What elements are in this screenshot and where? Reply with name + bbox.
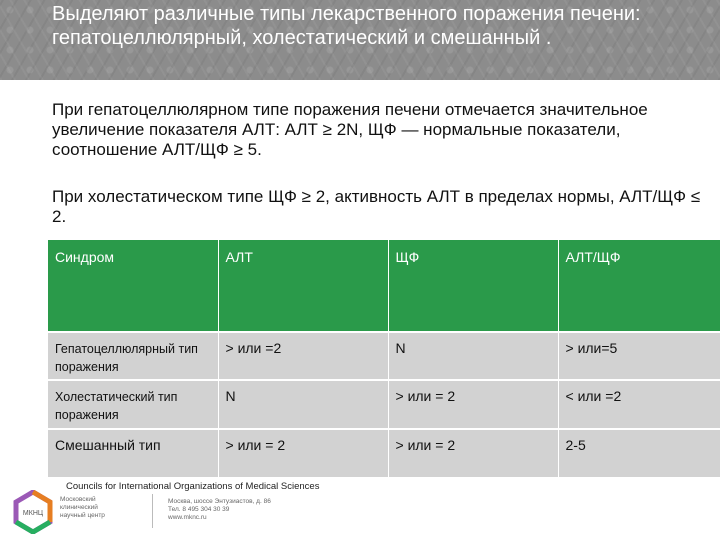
table-row: [48, 429, 720, 477]
address-line: Москва, шоссе Энтузиастов, д. 86: [168, 498, 271, 505]
contact-info: [168, 498, 271, 522]
header-alt: АЛТ: [218, 240, 388, 332]
cell-text: Холестатический тип поражения: [55, 390, 178, 422]
cell-text: > или = 2: [225, 437, 286, 453]
table-cell: [558, 332, 720, 380]
header-syndrome: Синдром: [48, 240, 218, 332]
org-line: Московский: [60, 496, 96, 503]
cell-text: N: [395, 340, 406, 356]
table-header-row: [48, 240, 720, 332]
table-cell: [218, 380, 388, 429]
org-name: [60, 496, 105, 520]
table-cell: [48, 332, 218, 380]
table-cell: [388, 332, 558, 380]
cell-text: > или=5: [565, 340, 618, 356]
table-cell: [218, 332, 388, 380]
cell-text: > или = 2: [395, 437, 456, 453]
cell-text: N: [225, 388, 236, 404]
org-line: научный центр: [60, 512, 105, 519]
cell-text: > или =2: [225, 340, 282, 356]
org-line: клинический: [60, 504, 98, 511]
cell-text: Гепатоцеллюлярный тип поражения: [55, 342, 198, 374]
paragraph-cholestatic: При холестатическом типе ЩФ ≥ 2, активность АЛТ в пределах нормы, АЛТ/ЩФ ≤ 2.: [52, 187, 701, 226]
table-cell: [388, 429, 558, 477]
table-cell: [218, 429, 388, 477]
website-link[interactable]: www.mknc.ru: [168, 514, 207, 521]
footer-divider: [152, 494, 153, 528]
logo-text: МКНЦ: [22, 510, 44, 517]
slide-title: Выделяют различные типы лекарственного поражения печени: гепатоцеллюлярный, холестатический и смешанный .: [52, 3, 641, 49]
phone-line: Тел. 8 495 304 30 39: [168, 506, 230, 513]
cell-text: Смешанный тип: [55, 437, 161, 453]
table-cell: [48, 429, 218, 477]
cell-text: < или =2: [565, 388, 622, 404]
table-cell: [388, 380, 558, 429]
header-ratio: АЛТ/ЩФ: [558, 240, 720, 332]
source-note: Councils for International Organizations of Medical Sciences: [66, 481, 320, 492]
header-band: [0, 0, 720, 80]
header-alp: ЩФ: [388, 240, 558, 332]
mknc-logo-icon: [13, 490, 53, 534]
paragraph-hepatocellular: При гепатоцеллюлярном типе поражения печени отмечается значительное увеличение показателя АЛТ: АЛТ ≥ 2N, ЩФ — нормальные показатели, соотношение АЛТ/ЩФ ≥ 5.: [52, 100, 648, 159]
table-row: [48, 380, 720, 429]
table-cell: [48, 380, 218, 429]
liver-injury-table: [48, 240, 720, 477]
table-cell: [558, 380, 720, 429]
table-cell: [558, 429, 720, 477]
cell-text: 2-5: [565, 437, 586, 453]
cell-text: > или = 2: [395, 388, 456, 404]
table-row: [48, 332, 720, 380]
